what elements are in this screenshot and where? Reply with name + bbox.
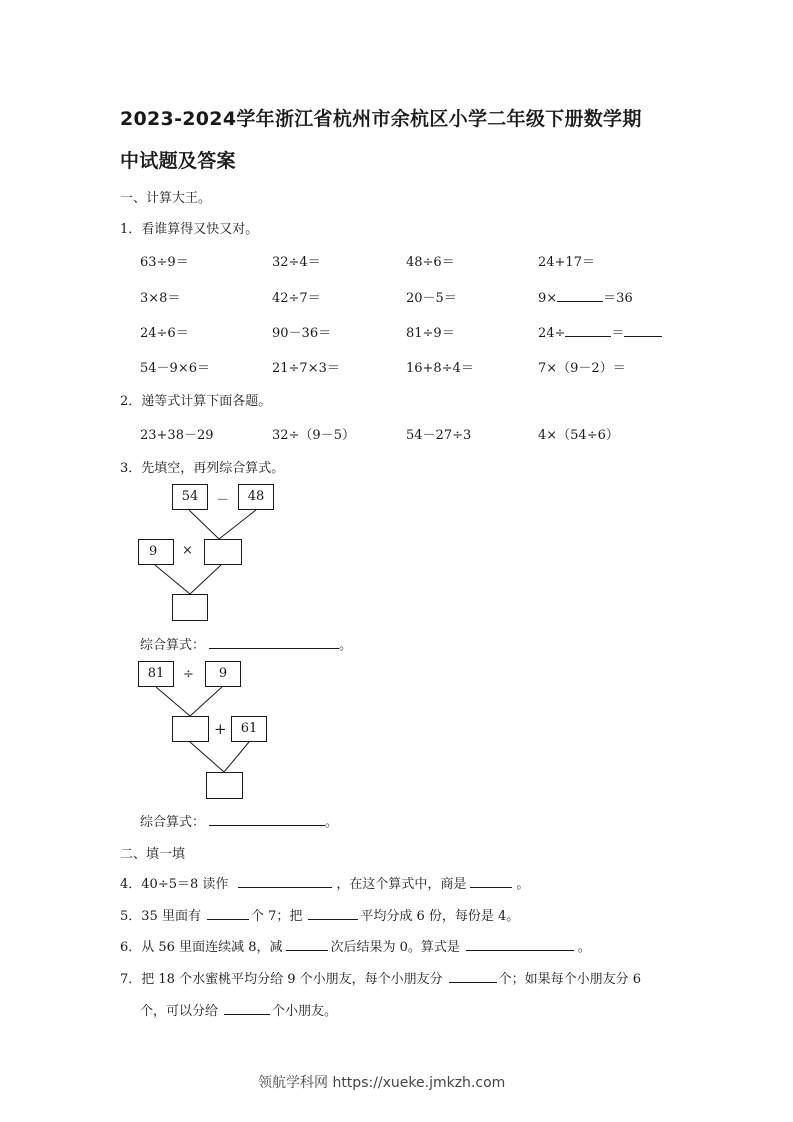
diagram2-op-plus: + bbox=[214, 720, 227, 738]
q4 bbox=[120, 873, 529, 892]
q7-text-d: 个小朋友。 bbox=[272, 1004, 338, 1019]
period: 。 bbox=[325, 815, 339, 830]
q2-item-1: 23+38－29 bbox=[140, 428, 214, 443]
document-title-line1: 2023-2024学年浙江省杭州市余杭区小学二年级下册数学期 bbox=[120, 108, 642, 130]
q7-line2 bbox=[140, 1000, 337, 1019]
q1-r2-c2: 42÷7＝ bbox=[272, 291, 321, 306]
q1-r1-c4: 24+17＝ bbox=[538, 255, 595, 270]
q4-text-c: 。 bbox=[516, 877, 530, 892]
q6-text-a: 6．从 56 里面连续减 8，减 bbox=[120, 940, 283, 955]
diagram1-box-c: 9 bbox=[138, 539, 174, 565]
document-title-line2: 中试题及答案 bbox=[120, 150, 236, 172]
q7-text-a: 7．把 18 个水蜜桃平均分给 9 个小朋友，每个小朋友分 bbox=[120, 972, 443, 987]
diagram1-box-result2[interactable] bbox=[172, 594, 208, 621]
diagram1-box-a: 54 bbox=[172, 484, 208, 510]
q5-text-b: 个 7；把 bbox=[250, 909, 303, 924]
q7-text-b: 个；如果每个小朋友分 6 bbox=[498, 972, 642, 987]
diagram2-op-divide: ÷ bbox=[183, 667, 194, 682]
q1-r2-c3: 20－5＝ bbox=[406, 291, 457, 306]
q3-label: 3．先填空，再列综合算式。 bbox=[120, 461, 285, 476]
q1-r3-c4-pre: 24÷ bbox=[538, 326, 566, 341]
period: 。 bbox=[339, 638, 353, 653]
answer-blank[interactable] bbox=[308, 906, 358, 920]
q4-text-b: ，在这个算式中，商是 bbox=[336, 877, 467, 892]
q6-text-c: 。 bbox=[577, 940, 591, 955]
q4-text-a: 4．40÷5＝8 读作 bbox=[120, 877, 229, 892]
q1-r1-c1: 63÷9＝ bbox=[140, 255, 189, 270]
q1-r4-c4: 7×（9－2）＝ bbox=[538, 361, 626, 376]
answer-blank[interactable] bbox=[207, 906, 249, 920]
diagram2-box-result1[interactable] bbox=[172, 716, 209, 742]
q1-r3-c1: 24÷6＝ bbox=[140, 326, 189, 341]
answer-blank[interactable] bbox=[209, 635, 339, 649]
q1-r4-c1: 54－9×6＝ bbox=[140, 361, 210, 376]
answer-blank[interactable] bbox=[209, 812, 325, 826]
combined-label: 综合算式： bbox=[140, 638, 206, 653]
q2-label: 2．递等式计算下面各题。 bbox=[120, 394, 272, 409]
answer-blank[interactable] bbox=[449, 969, 497, 983]
q6 bbox=[120, 936, 591, 955]
q1-r3-c2: 90－36＝ bbox=[272, 326, 332, 341]
q5-text-a: 5．35 里面有 bbox=[120, 909, 201, 924]
q1-r2-c1: 3×8＝ bbox=[140, 291, 181, 306]
diagram1-box-b: 48 bbox=[238, 484, 274, 510]
q1-r2-c4-post: ＝36 bbox=[603, 291, 633, 306]
q1-r3-c3: 81÷9＝ bbox=[406, 326, 455, 341]
q2-item-3: 54－27÷3 bbox=[406, 428, 472, 443]
q1-r1-c3: 48÷6＝ bbox=[406, 255, 455, 270]
q1-r2-c4-pre: 9× bbox=[538, 291, 558, 306]
q5 bbox=[120, 905, 519, 924]
diagram1-op-minus: － bbox=[216, 493, 230, 508]
section1-heading: 一、计算大王。 bbox=[120, 191, 212, 206]
answer-blank[interactable] bbox=[470, 874, 512, 888]
answer-blank[interactable] bbox=[466, 937, 574, 951]
combined-label: 综合算式： bbox=[140, 815, 206, 830]
q1-r4-c2: 21÷7×3＝ bbox=[272, 361, 340, 376]
diagram1-op-times: × bbox=[182, 543, 193, 558]
diagram2-box-b: 9 bbox=[205, 661, 241, 687]
answer-blank[interactable] bbox=[286, 937, 328, 951]
diagram2-box-d: 61 bbox=[231, 716, 267, 742]
answer-blank[interactable] bbox=[224, 1001, 270, 1015]
diagram2-box-result2[interactable] bbox=[206, 772, 243, 799]
answer-blank[interactable] bbox=[238, 874, 332, 888]
combined-formula-1 bbox=[140, 634, 352, 653]
diagram1-box-result1[interactable] bbox=[204, 539, 242, 565]
q2-item-4: 4×（54÷6） bbox=[538, 428, 619, 443]
q1-r1-c2: 32÷4＝ bbox=[272, 255, 321, 270]
diagram2-box-a: 81 bbox=[138, 661, 174, 687]
q1-label: 1．看谁算得又快又对。 bbox=[120, 222, 259, 237]
q6-text-b: 次后结果为 0。算式是 bbox=[330, 940, 460, 955]
footer-watermark: 领航学科网 https://xueke.jmkzh.com bbox=[258, 1075, 506, 1091]
q1-r4-c3: 16+8÷4＝ bbox=[406, 361, 474, 376]
q1-r3-c4-eq: ＝ bbox=[611, 326, 625, 341]
q7-line1 bbox=[120, 968, 641, 987]
q7-text-c: 个，可以分给 bbox=[140, 1004, 219, 1019]
q5-text-c: 平均分成 6 份，每份是 4。 bbox=[360, 909, 520, 924]
q2-item-2: 32÷（9－5） bbox=[272, 428, 355, 443]
combined-formula-2 bbox=[140, 811, 338, 830]
section2-heading: 二、填一填 bbox=[120, 847, 186, 862]
